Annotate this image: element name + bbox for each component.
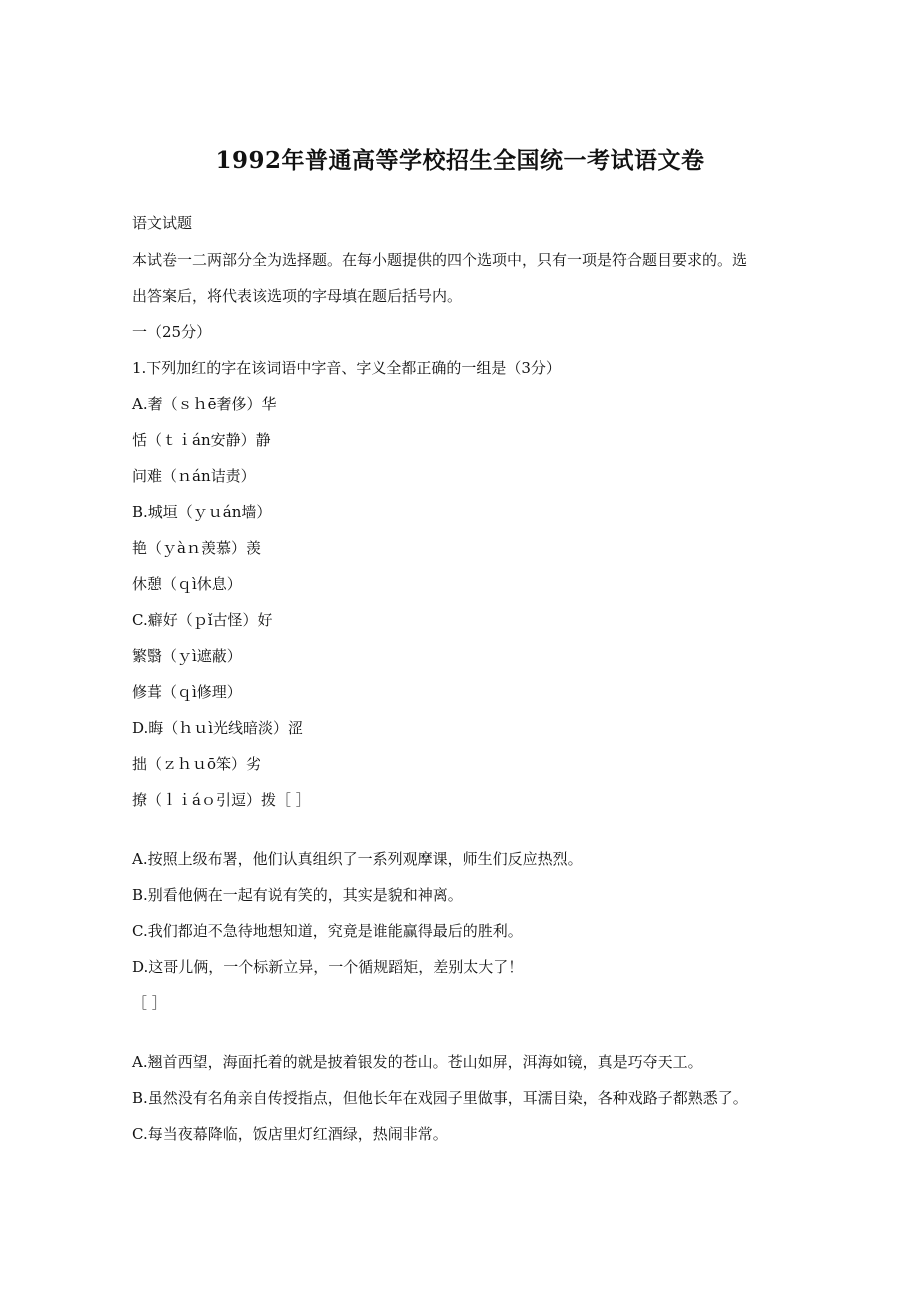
option-line: B.别看他俩在一起有说有笑的，其实是貌和神离。 (132, 886, 463, 904)
option-line: 修葺（ｑì修理） (132, 683, 242, 701)
option-line: D.晦（ｈｕì光线暗淡）涩 (132, 719, 304, 737)
answer-bracket: ［ ］ (132, 994, 167, 1012)
option-line: C.我们都迫不急待地想知道，究竟是谁能赢得最后的胜利。 (132, 922, 523, 940)
option-line: C.癖好（ｐǐ古怪）好 (132, 611, 273, 629)
option-line: B.虽然没有名角亲自传授指点，但他长年在戏园子里做事，耳濡目染，各种戏路子都熟悉了。 (132, 1089, 748, 1107)
option-line: A.翘首西望，海面托着的就是披着银发的苍山。苍山如屏，洱海如镜，真是巧夺天工。 (132, 1053, 703, 1071)
option-line: C.每当夜幕降临，饭店里灯红酒绿，热闹非常。 (132, 1125, 448, 1143)
option-line: 拙（ｚｈｕō笨）劣 (132, 755, 262, 773)
page-title: 1992年普通高等学校招生全国统一考试语文卷 (215, 147, 705, 174)
option-line: 问难（ｎán诘责） (132, 467, 256, 485)
subtitle: 语文试题 (132, 214, 193, 232)
option-line: 休憩（ｑì休息） (132, 575, 242, 593)
instruction-line: 本试卷一二两部分全为选择题。在每小题提供的四个选项中，只有一项是符合题目要求的。选 (132, 251, 748, 269)
option-line: 撩（ｌｉáｏ引逗）拨［ ］ (132, 791, 311, 809)
instruction-line: 出答案后，将代表该选项的字母填在题后括号内。 (132, 287, 463, 305)
option-line: A.按照上级布署，他们认真组织了一系列观摩课，师生们反应热烈。 (132, 850, 583, 868)
option-line: 繁翳（ｙì遮蔽） (132, 647, 242, 665)
option-line: 恬（ｔｉán安静）静 (132, 431, 271, 449)
option-line: B.城垣（ｙｕán墙） (132, 503, 272, 521)
option-line: D.这哥儿俩，一个标新立异，一个循规蹈矩，差别太大了！ (132, 958, 524, 976)
option-line: A.奢（ｓｈē奢侈）华 (132, 395, 277, 413)
section-heading: 一（25分） (132, 323, 212, 341)
question-prompt: 1.下列加红的字在该词语中字音、字义全都正确的一组是（3分） (132, 359, 561, 377)
option-line: 艳（ｙàｎ羡慕）羡 (132, 539, 261, 557)
